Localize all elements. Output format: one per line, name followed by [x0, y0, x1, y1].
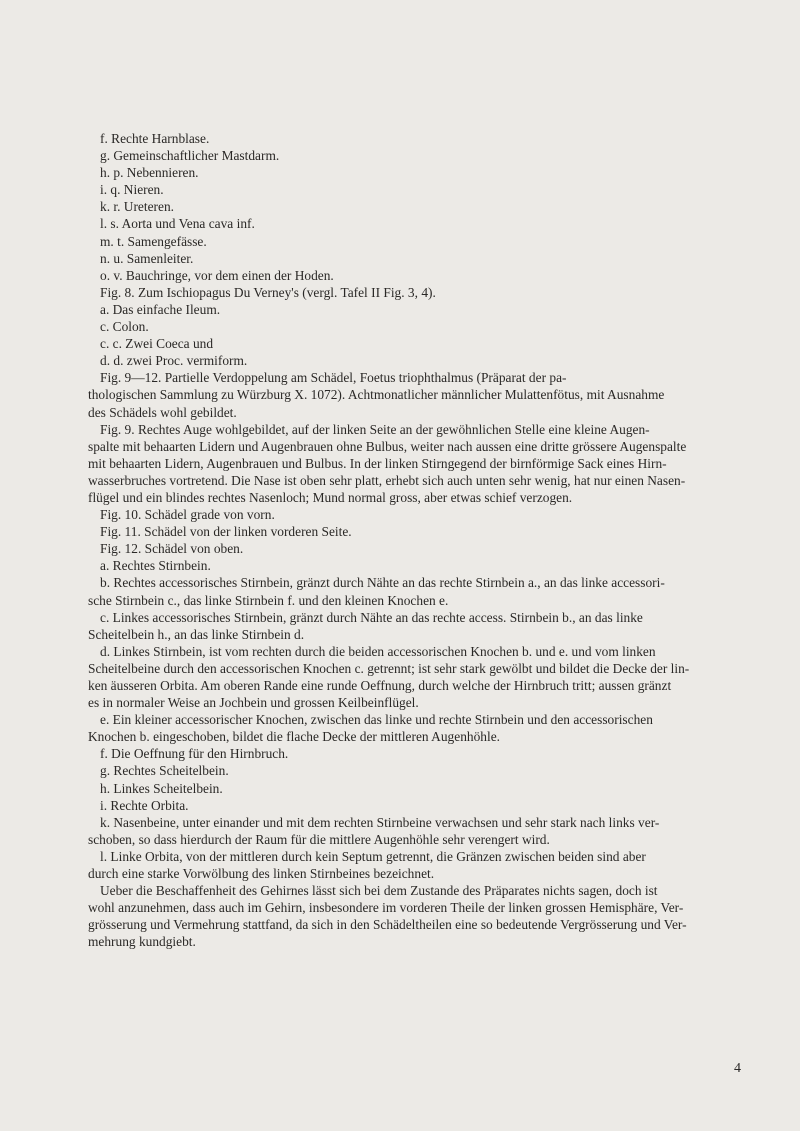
- text-line: c. Linkes accessorisches Stirnbein, gränzt durch Nähte an das rechte access. Stirnbein b., an das linke: [100, 609, 643, 625]
- text-line: f. Rechte Harnblase.: [100, 131, 210, 146]
- text-line: i. Rechte Orbita.: [100, 797, 189, 813]
- text-line: sche Stirnbein c., das linke Stirnbein f. und den kleinen Knochen e.: [88, 592, 449, 608]
- text-line: d. Linkes Stirnbein, ist vom rechten durch die beiden accessorischen Knochen b. und e. und vom linken: [100, 643, 656, 659]
- text-line: d. d. zwei Proc. vermiform.: [100, 353, 248, 369]
- text-line: h. Linkes Scheitelbein.: [100, 780, 223, 796]
- text-line: flügel und ein blindes rechtes Nasenloch; Mund normal gross, aber etwas schief verzogen.: [88, 489, 573, 505]
- text-line: e. Ein kleiner accessorischer Knochen, zwischen das linke und rechte Stirnbein und den accessorischen: [100, 712, 653, 728]
- text-line: thologischen Sammlung zu Würzburg X. 1072). Achtmonatlicher männlicher Mulattenfötus, mit Ausnahme: [88, 387, 665, 403]
- text-line: mit behaarten Lidern, Augenbrauen und Bulbus. In der linken Stirngegend der birnförmige Sack eines Hirn-: [88, 455, 667, 471]
- text-line: l. s. Aorta und Vena cava inf.: [100, 216, 255, 232]
- text-line: des Schädels wohl gebildet.: [88, 404, 237, 420]
- text-line: l. Linke Orbita, von der mittleren durch kein Septum getrennt, die Gränzen zwischen beiden sind aber: [100, 848, 646, 864]
- text-line: durch eine starke Vorwölbung des linken Stirnbeines bezeichnet.: [88, 866, 435, 882]
- text-line: f. Die Oeffnung für den Hirnbruch.: [100, 746, 289, 762]
- text-line: grösserung und Vermehrung stattfand, da sich in den Schädeltheilen eine so bedeutende Vergrösserung und Ver-: [88, 917, 687, 933]
- text-line: Fig. 8. Zum Ischiopagus Du Verney's (vergl. Tafel II Fig. 3, 4).: [100, 284, 436, 300]
- text-line: i. q. Nieren.: [100, 182, 164, 198]
- text-line: Scheitelbeine durch den accessorischen Knochen c. getrennt; ist sehr stark gewölbt und bildet die Decke der lin-: [88, 660, 690, 676]
- text-line: c. c. Zwei Coeca und: [100, 336, 214, 352]
- page-body-text: [88, 130, 764, 951]
- text-line: k. r. Ureteren.: [100, 199, 174, 215]
- text-line: a. Das einfache Ileum.: [100, 301, 221, 317]
- text-line: Fig. 11. Schädel von der linken vorderen Seite.: [100, 524, 352, 540]
- text-line: Knochen b. eingeschoben, bildet die flache Decke der mittleren Augenhöhle.: [88, 729, 500, 745]
- text-line: g. Gemeinschaftlicher Mastdarm.: [100, 148, 280, 164]
- text-line: Fig. 9—12. Partielle Verdoppelung am Schädel, Foetus triophthalmus (Präparat der pa-: [100, 370, 567, 386]
- text-line: ken äusseren Orbita. Am oberen Rande eine runde Oeffnung, durch welche der Hirnbruch tritt; aussen gränzt: [88, 678, 672, 693]
- text-line: n. u. Samenleiter.: [100, 250, 194, 266]
- text-line: spalte mit behaarten Lidern und Augenbrauen ohne Bulbus, weiter nach aussen eine dritte grössere Augenspalte: [88, 438, 687, 454]
- text-line: Scheitelbein h., an das linke Stirnbein d.: [88, 626, 305, 642]
- text-line: g. Rechtes Scheitelbein.: [100, 763, 229, 779]
- page-number: 4: [734, 1061, 741, 1076]
- text-line: c. Colon.: [100, 319, 149, 335]
- text-line: wasserbruches vortretend. Die Nase ist oben sehr platt, erhebt sich auch unten sehr wenig, hat nur einen Nasen-: [88, 472, 686, 488]
- text-line: Fig. 9. Rechtes Auge wohlgebildet, auf der linken Seite an der gewöhnlichen Stelle eine kleine Augen-: [100, 421, 650, 437]
- text-line: Fig. 12. Schädel von oben.: [100, 541, 244, 557]
- text-line: schoben, so dass hierdurch der Raum für die mittlere Augenhöhle sehr verengert wird.: [88, 831, 550, 847]
- text-line: Fig. 10. Schädel grade von vorn.: [100, 507, 275, 523]
- text-line: m. t. Samengefässe.: [100, 233, 207, 249]
- text-line: b. Rechtes accessorisches Stirnbein, gränzt durch Nähte an das rechte Stirnbein a., an das linke accessori-: [100, 575, 665, 591]
- text-line: wohl anzunehmen, dass auch im Gehirn, insbesondere im vorderen Theile der linken grossen Hemisphäre, Ver-: [88, 900, 684, 916]
- text-line: Ueber die Beschaffenheit des Gehirnes lässt sich bei dem Zustande des Präparates nichts sagen, doch ist: [100, 883, 658, 899]
- text-line: k. Nasenbeine, unter einander und mit dem rechten Stirnbeine verwachsen und sehr stark nach links ver-: [100, 814, 660, 830]
- text-line: mehrung kundgiebt.: [88, 934, 196, 950]
- text-line: a. Rechtes Stirnbein.: [100, 558, 211, 574]
- text-line: h. p. Nebennieren.: [100, 165, 199, 181]
- text-line: es in normaler Weise an Jochbein und grossen Keilbeinflügel.: [88, 695, 419, 711]
- text-line: o. v. Bauchringe, vor dem einen der Hoden.: [100, 267, 334, 283]
